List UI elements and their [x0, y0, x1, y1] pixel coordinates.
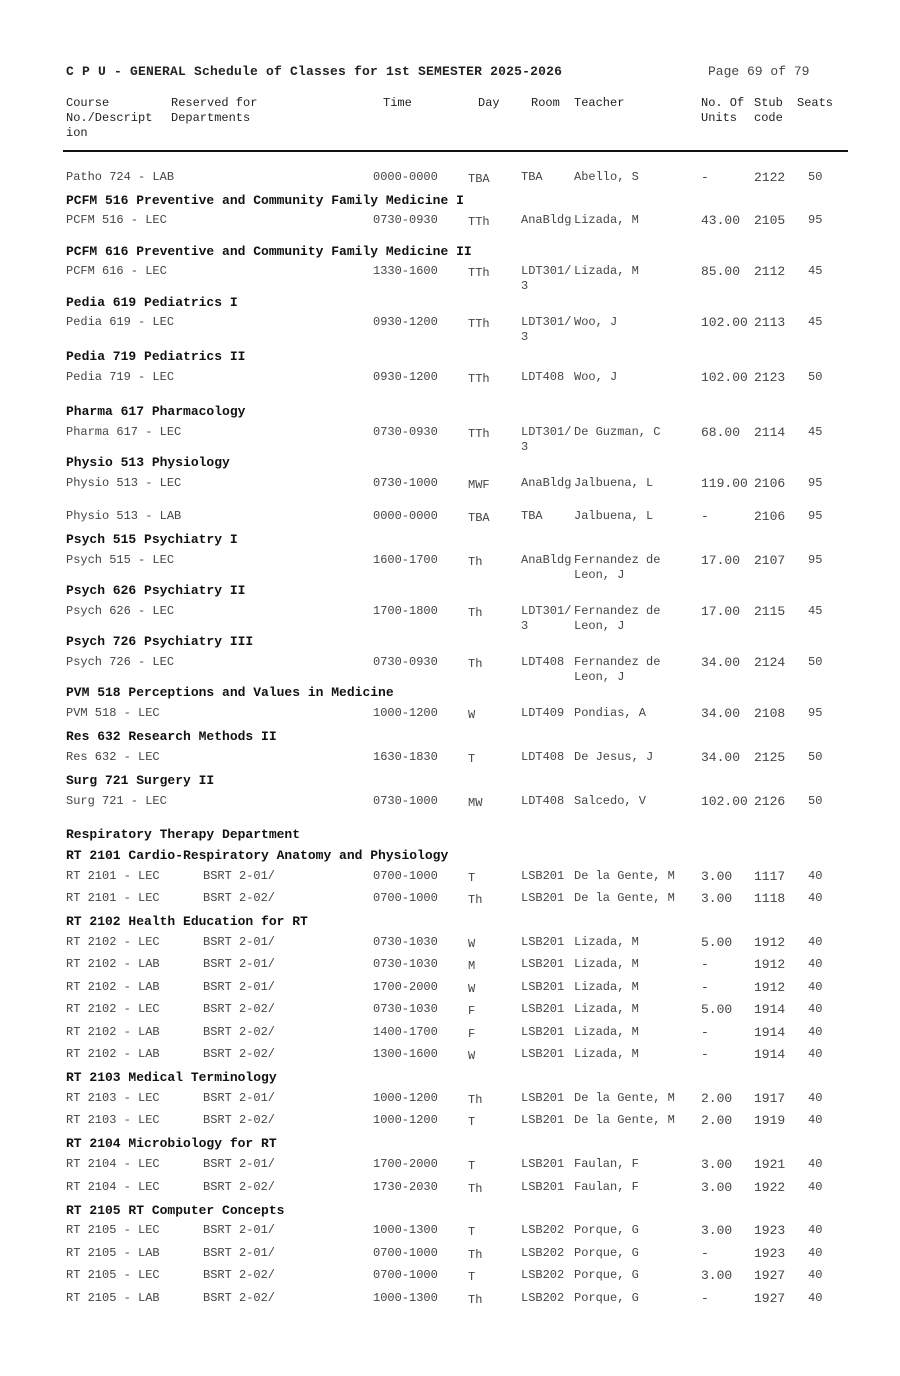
cell-teacher: Porque, G — [574, 1246, 639, 1260]
cell-stub: 1912 — [754, 980, 786, 995]
cell-room: TBA — [521, 170, 543, 184]
cell-stub: 2108 — [754, 706, 786, 721]
cell-stub: 1117 — [754, 869, 786, 884]
col-header-day: Day — [478, 96, 500, 110]
cell-course: Pedia 619 - LEC — [66, 315, 175, 329]
cell-room: AnaBldg — [521, 213, 572, 227]
cell-day: T — [468, 1115, 476, 1129]
cell-time: 1700-2000 — [373, 1157, 438, 1171]
cell-dept: BSRT 2-01/ — [203, 957, 276, 971]
cell-units: - — [701, 1047, 709, 1062]
cell-time: 1600-1700 — [373, 553, 438, 567]
cell-seats: 40 — [808, 1223, 823, 1237]
cell-stub: 1914 — [754, 1047, 786, 1062]
cell-time: 0930-1200 — [373, 370, 438, 384]
cell-course: Psych 726 - LEC — [66, 655, 175, 669]
cell-stub: 1927 — [754, 1268, 786, 1283]
cell-seats: 40 — [808, 891, 823, 905]
cell-seats: 95 — [808, 553, 823, 567]
cell-course: RT 2102 - LEC — [66, 935, 160, 949]
cell-day: Th — [468, 893, 483, 907]
course-section-title: Pedia 619 Pediatrics I — [66, 295, 238, 310]
cell-day: Th — [468, 1093, 483, 1107]
cell-units: 3.00 — [701, 1180, 733, 1195]
cell-time: 0000-0000 — [373, 170, 438, 184]
cell-units: 34.00 — [701, 706, 741, 721]
cell-seats: 50 — [808, 170, 823, 184]
cell-seats: 50 — [808, 794, 823, 808]
col-header-units: No. Of Units — [701, 96, 745, 125]
cell-room: LSB202 — [521, 1268, 565, 1282]
cell-course: Res 632 - LEC — [66, 750, 160, 764]
cell-room: LSB201 — [521, 1091, 565, 1105]
cell-units: - — [701, 1291, 709, 1306]
cell-room: LDT301/3 — [521, 264, 572, 293]
cell-units: 17.00 — [701, 553, 741, 568]
cell-time: 1000-1200 — [373, 706, 438, 720]
cell-room: LDT301/3 — [521, 604, 572, 633]
cell-seats: 40 — [808, 1047, 823, 1061]
cell-day: T — [468, 752, 476, 766]
col-header-departments: Reserved for Departments — [171, 96, 258, 125]
cell-room: LDT301/3 — [521, 315, 572, 344]
cell-course: RT 2102 - LAB — [66, 1047, 160, 1061]
cell-units: 3.00 — [701, 891, 733, 906]
cell-seats: 40 — [808, 1180, 823, 1194]
cell-seats: 50 — [808, 750, 823, 764]
cell-time: 0700-1000 — [373, 869, 438, 883]
header-divider — [63, 150, 848, 152]
cell-units: - — [701, 1025, 709, 1040]
cell-units: 17.00 — [701, 604, 741, 619]
cell-seats: 40 — [808, 1002, 823, 1016]
cell-course: Physio 513 - LEC — [66, 476, 182, 490]
cell-stub: 2115 — [754, 604, 786, 619]
cell-course: PCFM 516 - LEC — [66, 213, 167, 227]
cell-units: 119.00 — [701, 476, 748, 491]
cell-teacher: Salcedo, V — [574, 794, 647, 808]
cell-room: LDT408 — [521, 655, 565, 669]
cell-time: 0700-1000 — [373, 891, 438, 905]
cell-stub: 1923 — [754, 1223, 786, 1238]
cell-course: RT 2101 - LEC — [66, 891, 160, 905]
cell-time: 1700-2000 — [373, 980, 438, 994]
cell-course: Surg 721 - LEC — [66, 794, 167, 808]
cell-time: 1000-1200 — [373, 1091, 438, 1105]
cell-teacher: Lizada, M — [574, 1025, 639, 1039]
col-header-time: Time — [383, 96, 412, 110]
cell-units: 5.00 — [701, 1002, 733, 1017]
cell-dept: BSRT 2-02/ — [203, 1180, 276, 1194]
cell-day: W — [468, 708, 476, 722]
cell-room: LSB201 — [521, 957, 565, 971]
cell-day: TTh — [468, 317, 490, 331]
cell-time: 1000-1300 — [373, 1291, 438, 1305]
cell-course: Patho 724 - LAB — [66, 170, 175, 184]
cell-course: RT 2105 - LEC — [66, 1268, 160, 1282]
cell-time: 0730-0930 — [373, 425, 438, 439]
cell-time: 0930-1200 — [373, 315, 438, 329]
page-title: C P U - GENERAL Schedule of Classes for 1st SEMESTER 2025-2026 — [66, 64, 563, 79]
cell-teacher: Faulan, F — [574, 1157, 639, 1171]
cell-day: TBA — [468, 511, 490, 525]
course-section-title: PCFM 516 Preventive and Community Family Medicine I — [66, 193, 464, 208]
course-section-title: RT 2104 Microbiology for RT — [66, 1136, 277, 1151]
cell-units: 3.00 — [701, 869, 733, 884]
cell-time: 1330-1600 — [373, 264, 438, 278]
cell-units: 102.00 — [701, 370, 748, 385]
cell-dept: BSRT 2-02/ — [203, 1047, 276, 1061]
course-section-title: RT 2105 RT Computer Concepts — [66, 1203, 285, 1218]
cell-day: Th — [468, 606, 483, 620]
cell-day: Th — [468, 555, 483, 569]
cell-stub: 2107 — [754, 553, 786, 568]
cell-day: TTh — [468, 215, 490, 229]
cell-dept: BSRT 2-02/ — [203, 1002, 276, 1016]
cell-stub: 1914 — [754, 1025, 786, 1040]
cell-stub: 1922 — [754, 1180, 786, 1195]
cell-stub: 1921 — [754, 1157, 786, 1172]
cell-time: 0730-1030 — [373, 935, 438, 949]
cell-teacher: Jalbuena, L — [574, 476, 654, 490]
cell-teacher: De Jesus, J — [574, 750, 654, 764]
cell-teacher: De la Gente, M — [574, 1091, 675, 1105]
course-section-title: Pedia 719 Pediatrics II — [66, 349, 246, 364]
cell-stub: 2106 — [754, 509, 786, 524]
cell-dept: BSRT 2-01/ — [203, 1246, 276, 1260]
cell-dept: BSRT 2-02/ — [203, 1025, 276, 1039]
course-section-title: Respiratory Therapy Department — [66, 827, 301, 842]
cell-day: W — [468, 937, 476, 951]
cell-time: 0700-1000 — [373, 1246, 438, 1260]
cell-time: 1300-1600 — [373, 1047, 438, 1061]
cell-day: Th — [468, 1293, 483, 1307]
cell-time: 0730-1030 — [373, 957, 438, 971]
cell-time: 0730-1000 — [373, 794, 438, 808]
cell-teacher: Woo, J — [574, 370, 618, 384]
cell-teacher: Porque, G — [574, 1268, 639, 1282]
cell-units: 3.00 — [701, 1223, 733, 1238]
cell-units: 102.00 — [701, 794, 748, 809]
cell-dept: BSRT 2-02/ — [203, 1268, 276, 1282]
cell-teacher: Lizada, M — [574, 957, 639, 971]
cell-room: LSB202 — [521, 1223, 565, 1237]
cell-day: F — [468, 1004, 476, 1018]
cell-day: T — [468, 871, 476, 885]
cell-stub: 1912 — [754, 935, 786, 950]
cell-day: W — [468, 1049, 476, 1063]
cell-stub: 2112 — [754, 264, 786, 279]
cell-day: T — [468, 1159, 476, 1173]
cell-seats: 40 — [808, 869, 823, 883]
cell-day: MWF — [468, 478, 490, 492]
cell-time: 1630-1830 — [373, 750, 438, 764]
cell-units: - — [701, 980, 709, 995]
cell-units: 34.00 — [701, 655, 741, 670]
col-header-course: Course No./Descript ion — [66, 96, 153, 140]
cell-teacher: Lizada, M — [574, 1002, 639, 1016]
cell-day: M — [468, 959, 476, 973]
cell-time: 0730-1030 — [373, 1002, 438, 1016]
cell-units: 2.00 — [701, 1113, 733, 1128]
cell-room: LSB201 — [521, 891, 565, 905]
cell-course: RT 2102 - LAB — [66, 980, 160, 994]
cell-units: 85.00 — [701, 264, 741, 279]
cell-seats: 95 — [808, 476, 823, 490]
cell-seats: 40 — [808, 1091, 823, 1105]
cell-time: 1730-2030 — [373, 1180, 438, 1194]
cell-stub: 2113 — [754, 315, 786, 330]
cell-time: 1700-1800 — [373, 604, 438, 618]
cell-teacher: Lizada, M — [574, 213, 639, 227]
cell-course: Physio 513 - LAB — [66, 509, 182, 523]
cell-room: LDT301/3 — [521, 425, 572, 454]
cell-course: RT 2105 - LAB — [66, 1291, 160, 1305]
cell-room: LSB202 — [521, 1246, 565, 1260]
cell-seats: 45 — [808, 315, 823, 329]
cell-room: AnaBldg — [521, 476, 572, 490]
cell-seats: 95 — [808, 213, 823, 227]
cell-units: - — [701, 170, 709, 185]
cell-room: LSB201 — [521, 1047, 565, 1061]
cell-units: 43.00 — [701, 213, 741, 228]
cell-teacher: Lizada, M — [574, 980, 639, 994]
course-section-title: Psych 626 Psychiatry II — [66, 583, 246, 598]
cell-seats: 40 — [808, 1291, 823, 1305]
cell-day: T — [468, 1225, 476, 1239]
cell-teacher: De la Gente, M — [574, 1113, 675, 1127]
cell-time: 0000-0000 — [373, 509, 438, 523]
cell-room: TBA — [521, 509, 543, 523]
course-section-title: Psych 726 Psychiatry III — [66, 634, 254, 649]
cell-room: AnaBldg — [521, 553, 572, 567]
page-number: Page 69 of 79 — [708, 64, 810, 79]
cell-teacher: Porque, G — [574, 1291, 639, 1305]
col-header-seats: Seats — [797, 96, 834, 110]
course-section-title: RT 2102 Health Education for RT — [66, 914, 308, 929]
cell-time: 1000-1300 — [373, 1223, 438, 1237]
cell-room: LSB201 — [521, 980, 565, 994]
cell-course: Psych 515 - LEC — [66, 553, 175, 567]
cell-room: LSB202 — [521, 1291, 565, 1305]
cell-course: PCFM 616 - LEC — [66, 264, 167, 278]
cell-course: RT 2102 - LAB — [66, 957, 160, 971]
cell-day: TTh — [468, 427, 490, 441]
cell-course: Psych 626 - LEC — [66, 604, 175, 618]
cell-course: RT 2105 - LAB — [66, 1246, 160, 1260]
cell-teacher: Lizada, M — [574, 264, 639, 278]
course-section-title: RT 2103 Medical Terminology — [66, 1070, 277, 1085]
cell-time: 0700-1000 — [373, 1268, 438, 1282]
cell-time: 0730-0930 — [373, 213, 438, 227]
cell-course: RT 2104 - LEC — [66, 1180, 160, 1194]
cell-seats: 45 — [808, 604, 823, 618]
cell-teacher: Fernandez de Leon, J — [574, 553, 661, 582]
cell-day: Th — [468, 657, 483, 671]
cell-units: 2.00 — [701, 1091, 733, 1106]
cell-room: LSB201 — [521, 1113, 565, 1127]
cell-room: LDT408 — [521, 794, 565, 808]
cell-day: Th — [468, 1182, 483, 1196]
cell-teacher: Pondias, A — [574, 706, 647, 720]
cell-seats: 95 — [808, 706, 823, 720]
cell-teacher: Porque, G — [574, 1223, 639, 1237]
cell-day: TTh — [468, 372, 490, 386]
cell-dept: BSRT 2-01/ — [203, 1157, 276, 1171]
cell-room: LSB201 — [521, 1157, 565, 1171]
cell-teacher: Lizada, M — [574, 935, 639, 949]
cell-room: LSB201 — [521, 1025, 565, 1039]
cell-teacher: Fernandez de Leon, J — [574, 655, 661, 684]
cell-course: RT 2103 - LEC — [66, 1113, 160, 1127]
cell-day: Th — [468, 1248, 483, 1262]
cell-room: LDT408 — [521, 750, 565, 764]
cell-dept: BSRT 2-02/ — [203, 1113, 276, 1127]
cell-seats: 50 — [808, 655, 823, 669]
cell-units: 102.00 — [701, 315, 748, 330]
cell-dept: BSRT 2-02/ — [203, 1291, 276, 1305]
col-header-stub: Stub code — [754, 96, 783, 125]
cell-course: RT 2104 - LEC — [66, 1157, 160, 1171]
cell-units: 3.00 — [701, 1157, 733, 1172]
cell-seats: 40 — [808, 1246, 823, 1260]
cell-course: RT 2102 - LAB — [66, 1025, 160, 1039]
cell-time: 0730-0930 — [373, 655, 438, 669]
cell-seats: 40 — [808, 1025, 823, 1039]
cell-stub: 2106 — [754, 476, 786, 491]
course-section-title: Res 632 Research Methods II — [66, 729, 277, 744]
cell-room: LSB201 — [521, 935, 565, 949]
cell-day: F — [468, 1027, 476, 1041]
cell-seats: 40 — [808, 957, 823, 971]
cell-stub: 1914 — [754, 1002, 786, 1017]
course-section-title: Pharma 617 Pharmacology — [66, 404, 246, 419]
cell-room: LDT409 — [521, 706, 565, 720]
cell-room: LSB201 — [521, 1180, 565, 1194]
cell-stub: 1118 — [754, 891, 786, 906]
course-section-title: Psych 515 Psychiatry I — [66, 532, 238, 547]
cell-stub: 1919 — [754, 1113, 786, 1128]
cell-day: TBA — [468, 172, 490, 186]
cell-stub: 2124 — [754, 655, 786, 670]
course-section-title: Surg 721 Surgery II — [66, 773, 215, 788]
cell-dept: BSRT 2-01/ — [203, 1091, 276, 1105]
cell-dept: BSRT 2-01/ — [203, 935, 276, 949]
col-header-teacher: Teacher — [574, 96, 625, 110]
cell-course: PVM 518 - LEC — [66, 706, 160, 720]
cell-seats: 40 — [808, 1268, 823, 1282]
cell-units: - — [701, 957, 709, 972]
cell-course: RT 2102 - LEC — [66, 1002, 160, 1016]
course-section-title: Physio 513 Physiology — [66, 455, 230, 470]
cell-course: RT 2103 - LEC — [66, 1091, 160, 1105]
cell-teacher: De Guzman, C — [574, 425, 661, 439]
cell-teacher: Faulan, F — [574, 1180, 639, 1194]
cell-stub: 1917 — [754, 1091, 786, 1106]
col-header-room: Room — [531, 96, 560, 110]
cell-stub: 2114 — [754, 425, 786, 440]
cell-stub: 1923 — [754, 1246, 786, 1261]
cell-room: LDT408 — [521, 370, 565, 384]
cell-units: 68.00 — [701, 425, 741, 440]
cell-units: - — [701, 509, 709, 524]
cell-course: Pharma 617 - LEC — [66, 425, 182, 439]
cell-units: 3.00 — [701, 1268, 733, 1283]
cell-stub: 2125 — [754, 750, 786, 765]
cell-stub: 2105 — [754, 213, 786, 228]
cell-room: LSB201 — [521, 869, 565, 883]
cell-course: RT 2105 - LEC — [66, 1223, 160, 1237]
cell-stub: 2126 — [754, 794, 786, 809]
cell-time: 0730-1000 — [373, 476, 438, 490]
cell-time: 1000-1200 — [373, 1113, 438, 1127]
cell-seats: 50 — [808, 370, 823, 384]
cell-stub: 1927 — [754, 1291, 786, 1306]
cell-dept: BSRT 2-02/ — [203, 891, 276, 905]
cell-teacher: Abello, S — [574, 170, 639, 184]
cell-seats: 95 — [808, 509, 823, 523]
cell-seats: 40 — [808, 980, 823, 994]
cell-seats: 45 — [808, 264, 823, 278]
cell-seats: 40 — [808, 1113, 823, 1127]
cell-day: W — [468, 982, 476, 996]
cell-dept: BSRT 2-01/ — [203, 869, 276, 883]
cell-dept: BSRT 2-01/ — [203, 980, 276, 994]
cell-day: T — [468, 1270, 476, 1284]
cell-teacher: Fernandez de Leon, J — [574, 604, 661, 633]
cell-teacher: Jalbuena, L — [574, 509, 654, 523]
cell-stub: 2123 — [754, 370, 786, 385]
course-section-title: PVM 518 Perceptions and Values in Medicine — [66, 685, 394, 700]
cell-course: RT 2101 - LEC — [66, 869, 160, 883]
cell-stub: 2122 — [754, 170, 786, 185]
cell-units: 5.00 — [701, 935, 733, 950]
cell-course: Pedia 719 - LEC — [66, 370, 175, 384]
cell-teacher: Lizada, M — [574, 1047, 639, 1061]
cell-teacher: De la Gente, M — [574, 869, 675, 883]
cell-time: 1400-1700 — [373, 1025, 438, 1039]
cell-teacher: Woo, J — [574, 315, 618, 329]
course-section-title: RT 2101 Cardio-Respiratory Anatomy and Physiology — [66, 848, 449, 863]
cell-units: - — [701, 1246, 709, 1261]
cell-day: TTh — [468, 266, 490, 280]
cell-seats: 45 — [808, 425, 823, 439]
cell-day: MW — [468, 796, 483, 810]
course-section-title: PCFM 616 Preventive and Community Family Medicine II — [66, 244, 472, 259]
cell-dept: BSRT 2-01/ — [203, 1223, 276, 1237]
cell-stub: 1912 — [754, 957, 786, 972]
cell-room: LSB201 — [521, 1002, 565, 1016]
cell-seats: 40 — [808, 935, 823, 949]
cell-seats: 40 — [808, 1157, 823, 1171]
cell-units: 34.00 — [701, 750, 741, 765]
cell-teacher: De la Gente, M — [574, 891, 675, 905]
